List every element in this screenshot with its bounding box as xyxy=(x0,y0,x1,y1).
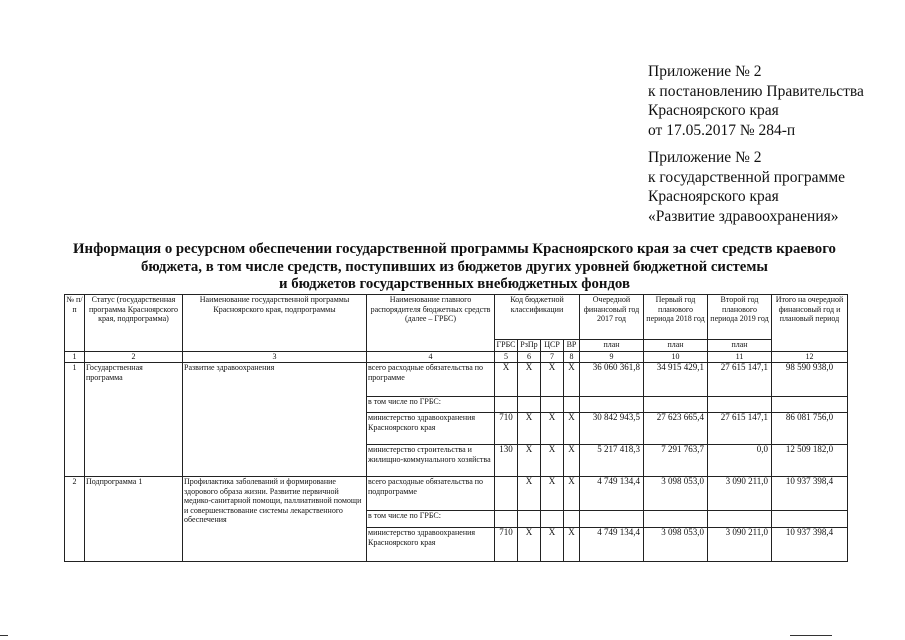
column-number: 12 xyxy=(772,352,848,363)
cell-2018 xyxy=(644,511,708,528)
decree-line: Красноярского края xyxy=(648,102,779,119)
cell-2017: 4 749 134,4 xyxy=(580,477,644,511)
cell-csr xyxy=(541,511,564,528)
row-program-name: Развитие здравоохранения xyxy=(183,363,367,477)
column-number: 9 xyxy=(580,352,644,363)
title-line: и бюджетов государственных внебюджетных фондов xyxy=(279,276,630,292)
cell-grbs: 130 xyxy=(495,445,518,477)
col-head-status: Статус (государственная программа Красноярского края, подпрограмма) xyxy=(85,295,183,352)
cell-total: 10 937 398,4 xyxy=(772,477,848,511)
cell-grbs xyxy=(495,477,518,511)
row-number: 1 xyxy=(65,363,85,477)
col-head-plan: план xyxy=(580,340,644,352)
cell-2019: 3 090 211,0 xyxy=(708,477,772,511)
column-number: 11 xyxy=(708,352,772,363)
program-line: «Развитие здравоохранения» xyxy=(648,207,839,225)
row-grbs-name: в том числе по ГРБС: xyxy=(367,511,495,528)
cell-vr: X xyxy=(564,477,580,511)
row-grbs-name: всего расходные обязательства по подпрограмме xyxy=(367,477,495,511)
cell-rzpr: X xyxy=(518,528,541,562)
column-number: 3 xyxy=(183,352,367,363)
col-head-total: Итого на очередной финансовый год и плановый период xyxy=(772,295,848,352)
row-grbs-name: в том числе по ГРБС: xyxy=(367,397,495,413)
cell-total: 12 509 182,0 xyxy=(772,445,848,477)
col-head-plan: план xyxy=(708,340,772,352)
cell-2019 xyxy=(708,511,772,528)
decree-line: от 17.05.2017 № 284-п xyxy=(648,121,796,139)
cell-2017 xyxy=(580,397,644,413)
row-number: 2 xyxy=(65,477,85,562)
col-head-num: № п/п xyxy=(65,295,85,352)
column-number: 1 xyxy=(65,352,85,363)
col-head-rzpr: РзПр xyxy=(518,340,541,352)
cell-total: 10 937 398,4 xyxy=(772,528,848,562)
cell-rzpr xyxy=(518,511,541,528)
table-header-row xyxy=(65,295,848,340)
row-program-name: Профилактика заболеваний и формирование здорового образа жизни. Развитие первичной медико-санитарной помощи, паллиативной помощи и совершенствование системы лекарственного обеспечения xyxy=(183,477,367,562)
row-grbs-name: министерство здравоохранения Красноярского края xyxy=(367,413,495,445)
row-status: Государственная программа xyxy=(85,363,183,477)
cell-grbs: 710 xyxy=(495,413,518,445)
col-head-2019: Второй год планового периода 2019 год xyxy=(708,295,772,340)
title-line: Информация о ресурсном обеспечении государственной программы Красноярского края за счет средств краевого xyxy=(73,241,836,257)
column-number: 8 xyxy=(564,352,580,363)
cell-vr: X xyxy=(564,445,580,477)
row-grbs-name: министерство здравоохранения Красноярского края xyxy=(367,528,495,562)
cell-2018: 3 098 053,0 xyxy=(644,477,708,511)
cell-2019 xyxy=(708,397,772,413)
cell-total xyxy=(772,511,848,528)
table-row xyxy=(65,477,848,511)
cell-2018: 34 915 429,1 xyxy=(644,363,708,397)
col-head-budget-codes: Код бюджетной классификации xyxy=(495,295,580,340)
cell-csr: X xyxy=(541,445,564,477)
col-head-2017: Очередной финансовый год 2017 год xyxy=(580,295,644,340)
program-reference-block xyxy=(648,148,845,226)
cell-2017: 30 842 943,5 xyxy=(580,413,644,445)
cell-2017: 5 217 418,3 xyxy=(580,445,644,477)
cell-2019: 3 090 211,0 xyxy=(708,528,772,562)
col-head-vr: ВР xyxy=(564,340,580,352)
cell-csr: X xyxy=(541,477,564,511)
cell-rzpr: X xyxy=(518,477,541,511)
title-line: бюджета, в том числе средств, поступивших из бюджетов других уровней бюджетной системы xyxy=(141,258,768,275)
resource-table xyxy=(64,294,848,562)
cell-csr: X xyxy=(541,413,564,445)
col-head-program-name: Наименование государственной программы Красноярского края, подпрограммы xyxy=(183,295,367,352)
scan-edge-mark xyxy=(790,635,832,636)
decree-reference-block xyxy=(648,62,864,140)
column-number: 2 xyxy=(85,352,183,363)
column-number: 4 xyxy=(367,352,495,363)
cell-grbs: X xyxy=(495,363,518,397)
row-grbs-name: министерство строительства и жилищно-коммунального хозяйства xyxy=(367,445,495,477)
cell-total xyxy=(772,397,848,413)
cell-2018: 27 623 665,4 xyxy=(644,413,708,445)
table-row xyxy=(65,363,848,397)
program-line: Приложение № 2 xyxy=(648,149,762,166)
program-line: Красноярского края xyxy=(648,188,779,205)
program-line: к государственной программе xyxy=(648,168,846,186)
cell-total: 86 081 756,0 xyxy=(772,413,848,445)
cell-total: 98 590 938,0 xyxy=(772,363,848,397)
cell-vr: X xyxy=(564,363,580,397)
col-head-csr: ЦСР xyxy=(541,340,564,352)
document-title xyxy=(62,241,847,294)
col-head-grbs-name: Наименование главного распорядителя бюджетных средств (далее – ГРБС) xyxy=(367,295,495,352)
col-head-plan: план xyxy=(644,340,708,352)
cell-rzpr xyxy=(518,397,541,413)
cell-rzpr: X xyxy=(518,413,541,445)
cell-vr: X xyxy=(564,528,580,562)
scan-edge-mark xyxy=(0,635,8,636)
cell-vr xyxy=(564,511,580,528)
column-number: 6 xyxy=(518,352,541,363)
col-head-2018: Первый год планового периода 2018 год xyxy=(644,295,708,340)
cell-2019: 27 615 147,1 xyxy=(708,413,772,445)
cell-rzpr: X xyxy=(518,363,541,397)
column-number-row xyxy=(65,352,848,363)
cell-2017 xyxy=(580,511,644,528)
cell-2018 xyxy=(644,397,708,413)
col-head-grbs: ГРБС xyxy=(495,340,518,352)
cell-2017: 4 749 134,4 xyxy=(580,528,644,562)
decree-line: к постановлению Правительства xyxy=(648,82,864,100)
column-number: 5 xyxy=(495,352,518,363)
row-grbs-name: всего расходные обязательства по программе xyxy=(367,363,495,397)
cell-2019: 27 615 147,1 xyxy=(708,363,772,397)
cell-csr xyxy=(541,397,564,413)
cell-2018: 7 291 763,7 xyxy=(644,445,708,477)
cell-csr: X xyxy=(541,363,564,397)
decree-line: Приложение № 2 xyxy=(648,63,762,80)
cell-csr: X xyxy=(541,528,564,562)
column-number: 7 xyxy=(541,352,564,363)
column-number: 10 xyxy=(644,352,708,363)
cell-grbs: 710 xyxy=(495,528,518,562)
cell-2017: 36 060 361,8 xyxy=(580,363,644,397)
cell-rzpr: X xyxy=(518,445,541,477)
cell-vr: X xyxy=(564,413,580,445)
cell-grbs xyxy=(495,397,518,413)
cell-2018: 3 098 053,0 xyxy=(644,528,708,562)
cell-grbs xyxy=(495,511,518,528)
row-status: Подпрограмма 1 xyxy=(85,477,183,562)
cell-vr xyxy=(564,397,580,413)
cell-2019: 0,0 xyxy=(708,445,772,477)
